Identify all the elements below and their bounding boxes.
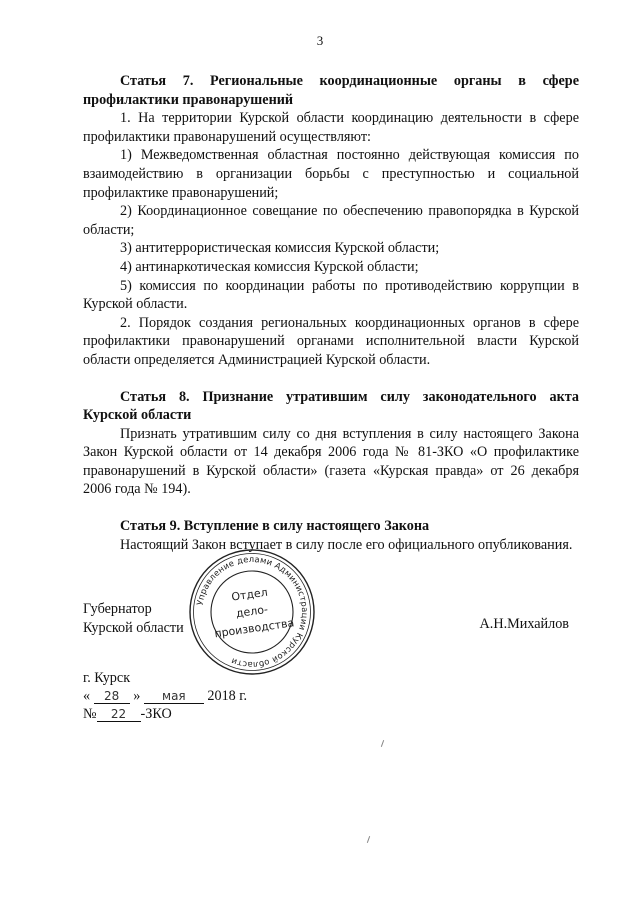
paragraph: 2) Координационное совещание по обеспечению правопорядка в Курской области;: [83, 203, 579, 238]
city: г. Курск: [83, 670, 131, 686]
paragraph: 3) антитеррористическая комиссия Курской области;: [120, 240, 440, 257]
article-7: [83, 72, 579, 370]
page-number: 3: [316, 33, 324, 48]
paragraph: 2. Порядок создания региональных координационных органов в сфере профилактики правонарушений органами исполнительной власти Курской области определяется Администрацией Курской области.: [83, 314, 579, 368]
law-number-line: [83, 705, 247, 723]
date-month: мая: [144, 689, 204, 704]
paragraph: 1. На территории Курской области координацию деятельности в сфере профилактики правонарушений осуществляют:: [83, 110, 579, 145]
signatory-title: [83, 600, 184, 637]
paragraph: 4) антинаркотическая комиссия Курской области;: [120, 258, 419, 275]
date-year: 2018 г.: [207, 688, 248, 704]
stamp-center-line: Отдел: [230, 585, 269, 604]
signatory-title-line: Губернатор: [83, 601, 152, 617]
date-line: [83, 687, 247, 705]
paragraph: 1) Межведомственная областная постоянно действующая комиссия по взаимодействию в организации борьбы с преступностью и социальной профилактике правонарушений;: [83, 147, 579, 201]
paragraph: Настоящий Закон вступает в силу после его официального опубликования.: [120, 536, 573, 553]
stamp-center-line: производства: [213, 616, 296, 641]
article-title: Статья 9. Вступление в силу настоящего Закона: [120, 518, 430, 535]
document-body: [83, 72, 579, 572]
date-day: 28: [94, 689, 130, 704]
stamp-center-line: дело-: [235, 602, 269, 621]
date-open-quote: «: [83, 688, 91, 704]
signatory-title-line: Курской области: [83, 619, 184, 636]
paragraph: 5) комиссия по координации работы по противодействию коррупции в Курской области.: [83, 277, 579, 313]
paragraph: Признать утратившим силу со дня вступления в силу настоящего Закона Закон Курской области от 14 декабря 2006 года № 81-ЗКО «О профилактике правонарушений в Курской области» (газета «Курская правда» от 26 декабря 2006 года № 194).: [83, 425, 579, 498]
scan-speck: [381, 740, 384, 747]
number-prefix: №: [83, 706, 97, 722]
signatory-name: А.Н.Михайлов: [479, 616, 569, 632]
article-title: Статья 7. Региональные координационные органы в сфере профилактики правонарушений: [83, 73, 579, 108]
article-title: Статья 8. Признание утратившим силу законодательного акта Курской области: [83, 388, 579, 424]
article-8: [83, 388, 579, 500]
stamp-ring-text: Управление делами Администрации Курской области: [194, 553, 311, 671]
footer: [83, 669, 247, 723]
date-close-quote: »: [133, 688, 141, 704]
article-9: [83, 517, 579, 554]
office-stamp: [188, 548, 316, 676]
number-value: 22: [97, 707, 141, 722]
number-suffix: -ЗКО: [140, 706, 172, 722]
scan-speck: [367, 836, 370, 843]
